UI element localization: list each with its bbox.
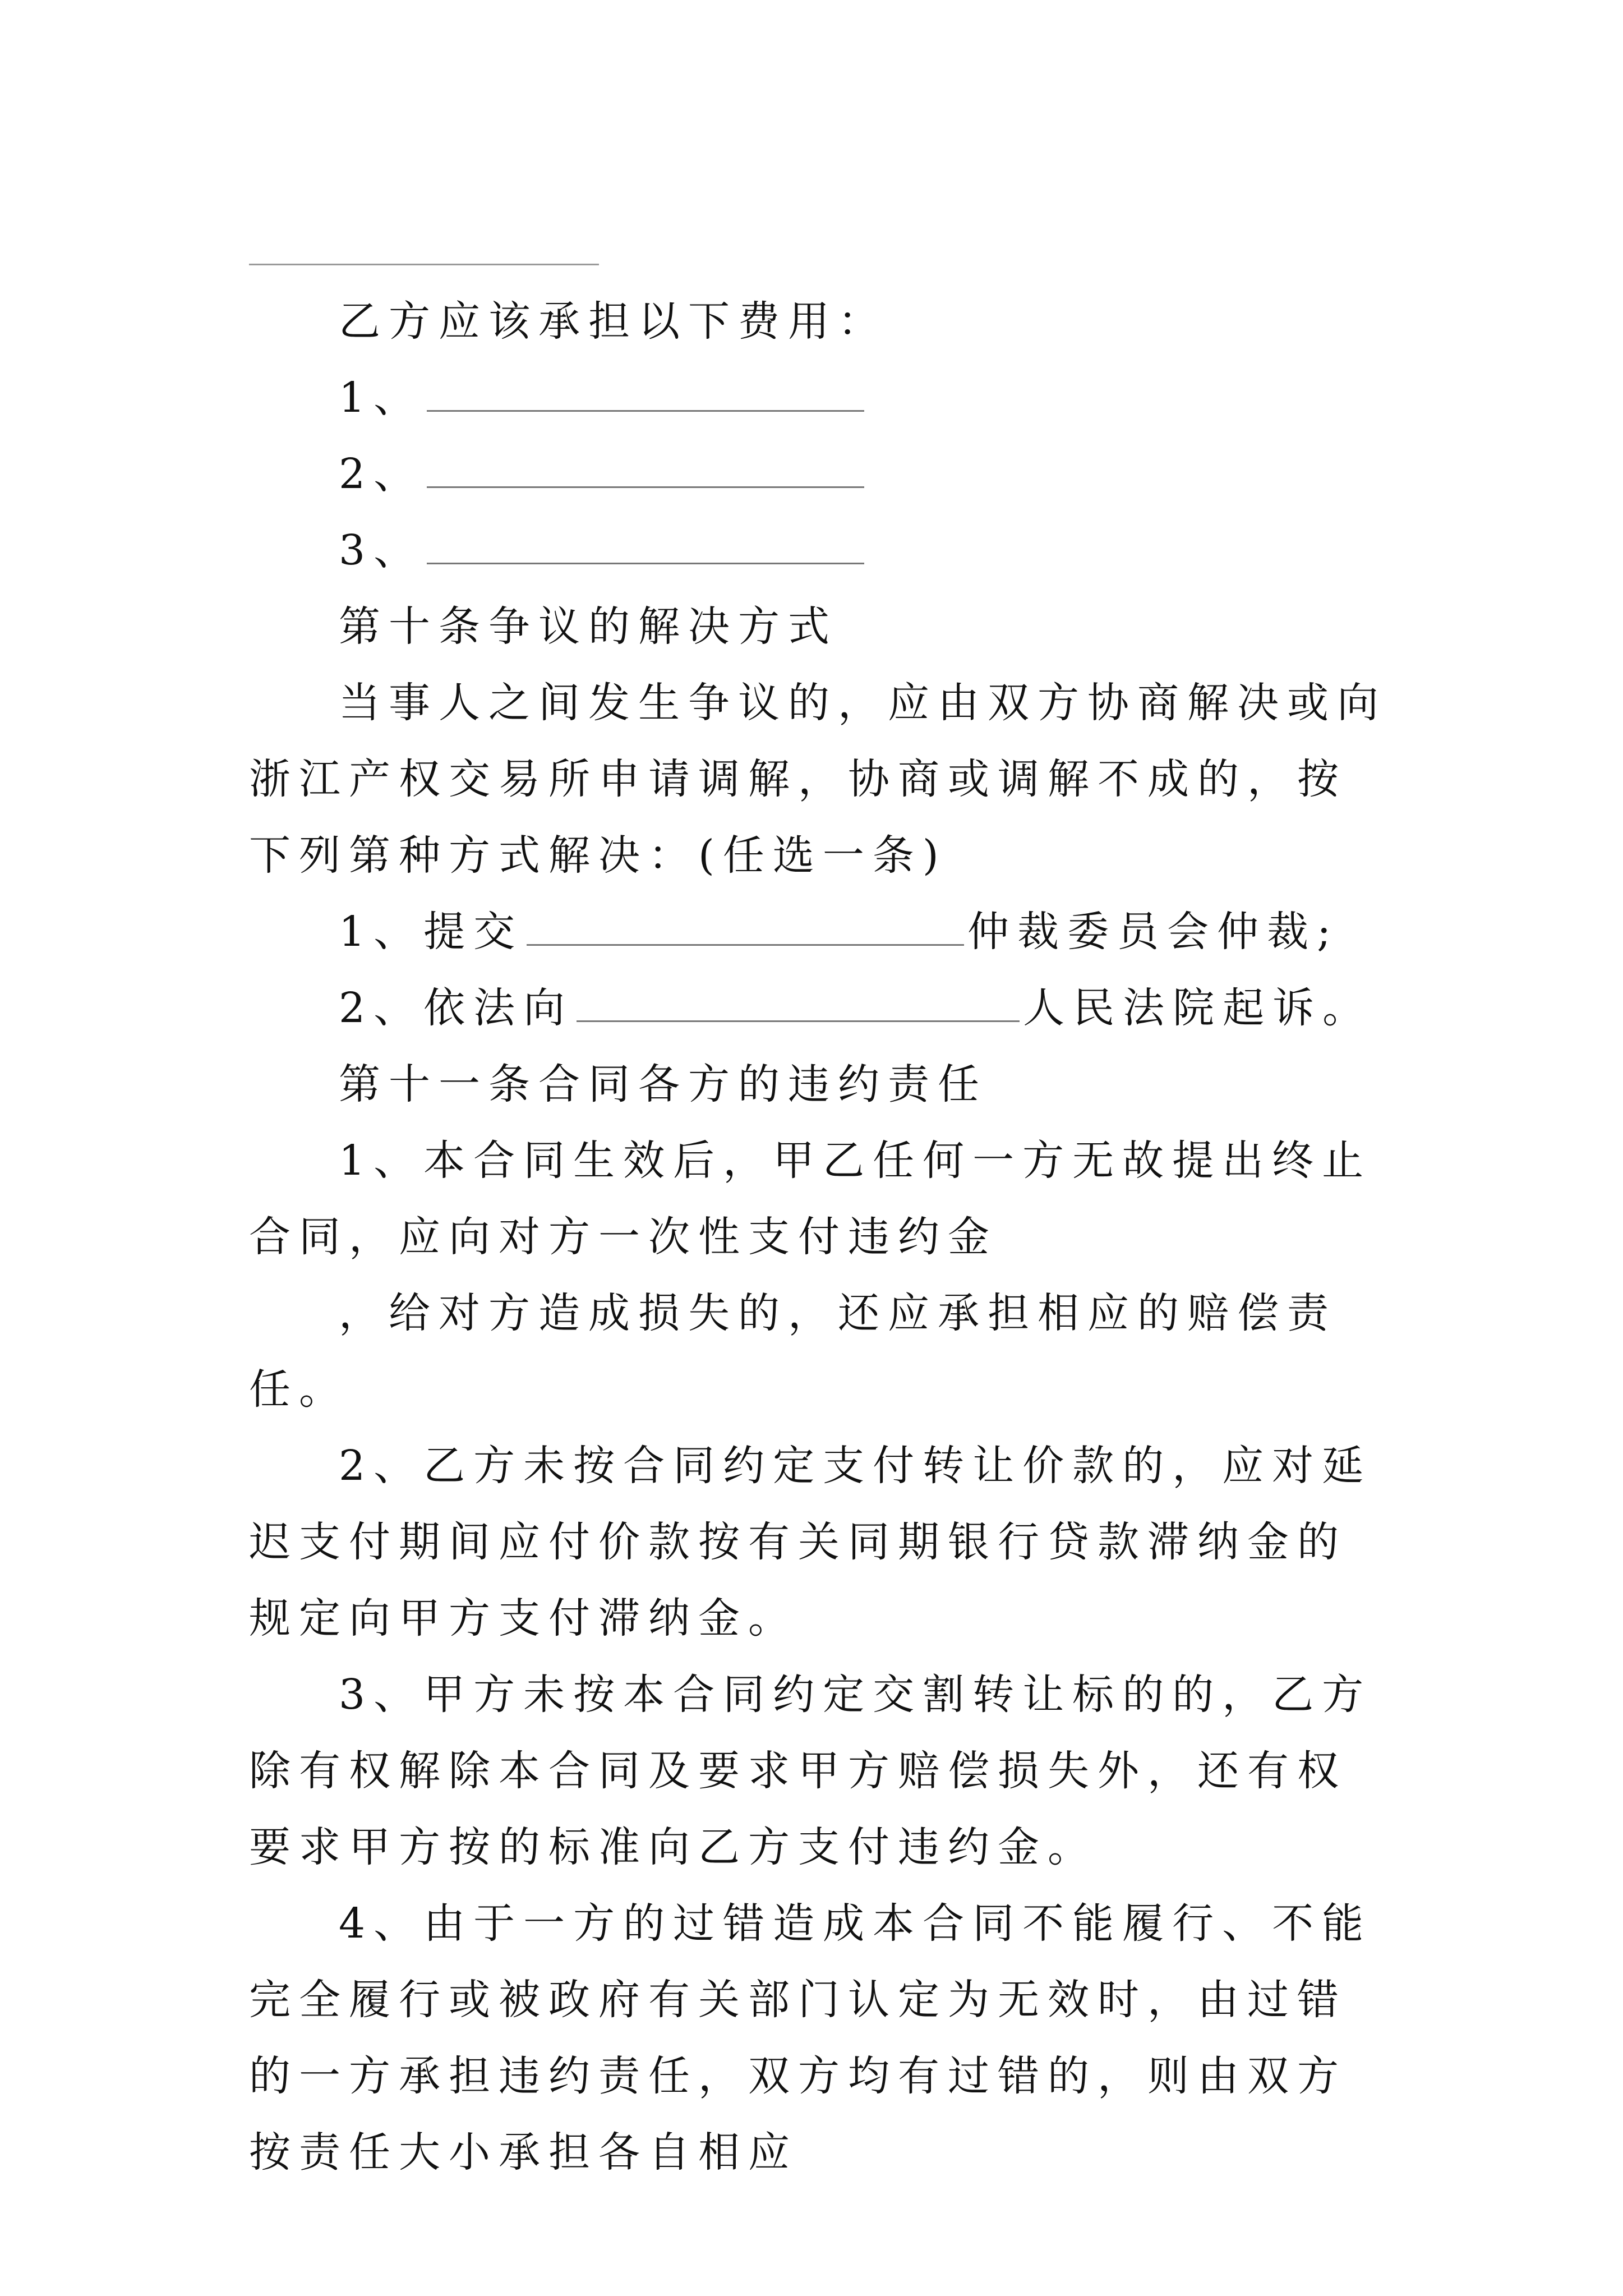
- article-10-title: 第十条争议的解决方式: [339, 602, 838, 651]
- fee-intro: 乙方应该承担以下费用：: [339, 297, 888, 346]
- fee-item-2: 2、: [249, 436, 1390, 512]
- breach-clause-2: 2、乙方未按合同约定支付转让价款的，应对延迟支付期间应付价款按有关同期银行贷款滞纳金的规定向甲方支付滞纳金。: [249, 1442, 1372, 1642]
- fill-in-blank[interactable]: [527, 905, 964, 946]
- fee-item-1: 1、: [249, 360, 1390, 436]
- article-11-title: 第十一条合同各方的违约责任: [339, 1060, 988, 1108]
- fill-in-blank[interactable]: [427, 371, 864, 412]
- breach-clause-1b: ，给对方造成损失的，还应承担相应的赔偿责任。: [249, 1289, 1337, 1414]
- fill-in-blank[interactable]: [577, 981, 1020, 1022]
- contract-body: [249, 283, 1390, 2191]
- dispute-option-1: 1、提交 仲裁委员会仲裁;: [249, 894, 1390, 970]
- breach-clause-1a: 1、本合同生效后，甲乙任何一方无故提出终止合同，应向对方一次性支付违约金: [249, 1137, 1372, 1261]
- top-divider-line: [249, 264, 599, 265]
- breach-clause-4: 4、由于一方的过错造成本合同不能履行、不能完全履行或被政府有关部门认定为无效时，由过错的一方承担违约责任，双方均有过错的，则由双方按责任大小承担各自相应: [249, 1899, 1372, 2177]
- breach-clause-3: 3、甲方未按本合同约定交割转让标的的，乙方除有权解除本合同及要求甲方赔偿损失外，还有权要求甲方按的标准向乙方支付违约金。: [249, 1671, 1372, 1871]
- dispute-option-2: 2、依法向 人民法院起诉。: [249, 970, 1390, 1046]
- article-10-body: 当事人之间发生争议的，应由双方协商解决或向浙江产权交易所申请调解，协商或调解不成的，按下列第种方式解决：(任选一条): [249, 679, 1387, 880]
- fee-item-3: 3、: [249, 512, 1390, 588]
- fill-in-blank[interactable]: [427, 447, 864, 488]
- fill-in-blank[interactable]: [427, 523, 864, 564]
